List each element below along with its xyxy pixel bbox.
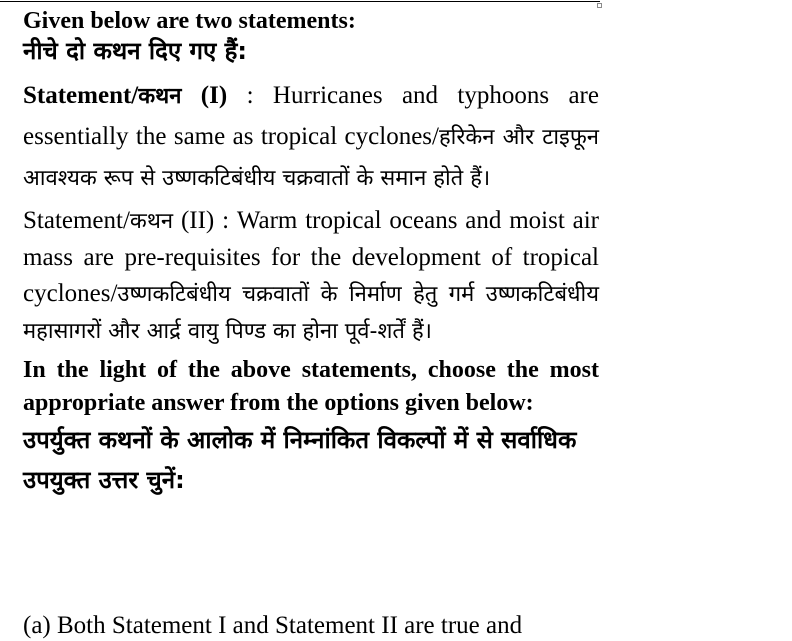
statement-2-text-hi: उष्णकटिबंधीय चक्रवातों के निर्माण हेतु गर्म उष्णकटिबंधीय महासागरों और आर्द्र वायु पिण्ड का होना पूर्व-शर्तें हैं।: [23, 282, 599, 344]
statement-2-label: Statement/कथन (II): [23, 207, 223, 234]
statement-1-text-en: Hurricanes and typhoons are essentially the same as tropical cyclones/: [23, 82, 599, 150]
statement-1-label: Statement/कथन (I): [23, 82, 247, 109]
question-english: In the light of the above statements, choose the most appropriate answer from the options given below:: [23, 357, 599, 416]
statement-1: [23, 76, 599, 199]
intro-hindi: नीचे दो कथन दिए गए हैं:: [23, 37, 247, 65]
question-document: [23, 6, 599, 500]
top-border-line: [0, 1, 600, 2]
statement-2-text-en: Warm tropical oceans and moist air mass are pre-requisites for the development of tropical cyclones/: [23, 207, 599, 307]
statement-2-colon: :: [222, 207, 230, 234]
option-a-partial: (a) Both Statement I and Statement II are true and: [23, 612, 523, 639]
intro-english: Given below are two statements:: [23, 8, 356, 34]
statement-2: [23, 203, 599, 350]
statement-1-text-hi: हरिकेन और टाइफून आवश्यक रूप से उष्णकटिबंधीय चक्रवातों के समान होते हैं।: [23, 125, 599, 191]
statement-1-colon: :: [246, 82, 254, 109]
question-hindi: उपर्युक्त कथनों के आलोक में निम्नांकित विकल्पों में से सर्वाधिक उपयुक्त उत्तर चुनें:: [23, 426, 577, 494]
